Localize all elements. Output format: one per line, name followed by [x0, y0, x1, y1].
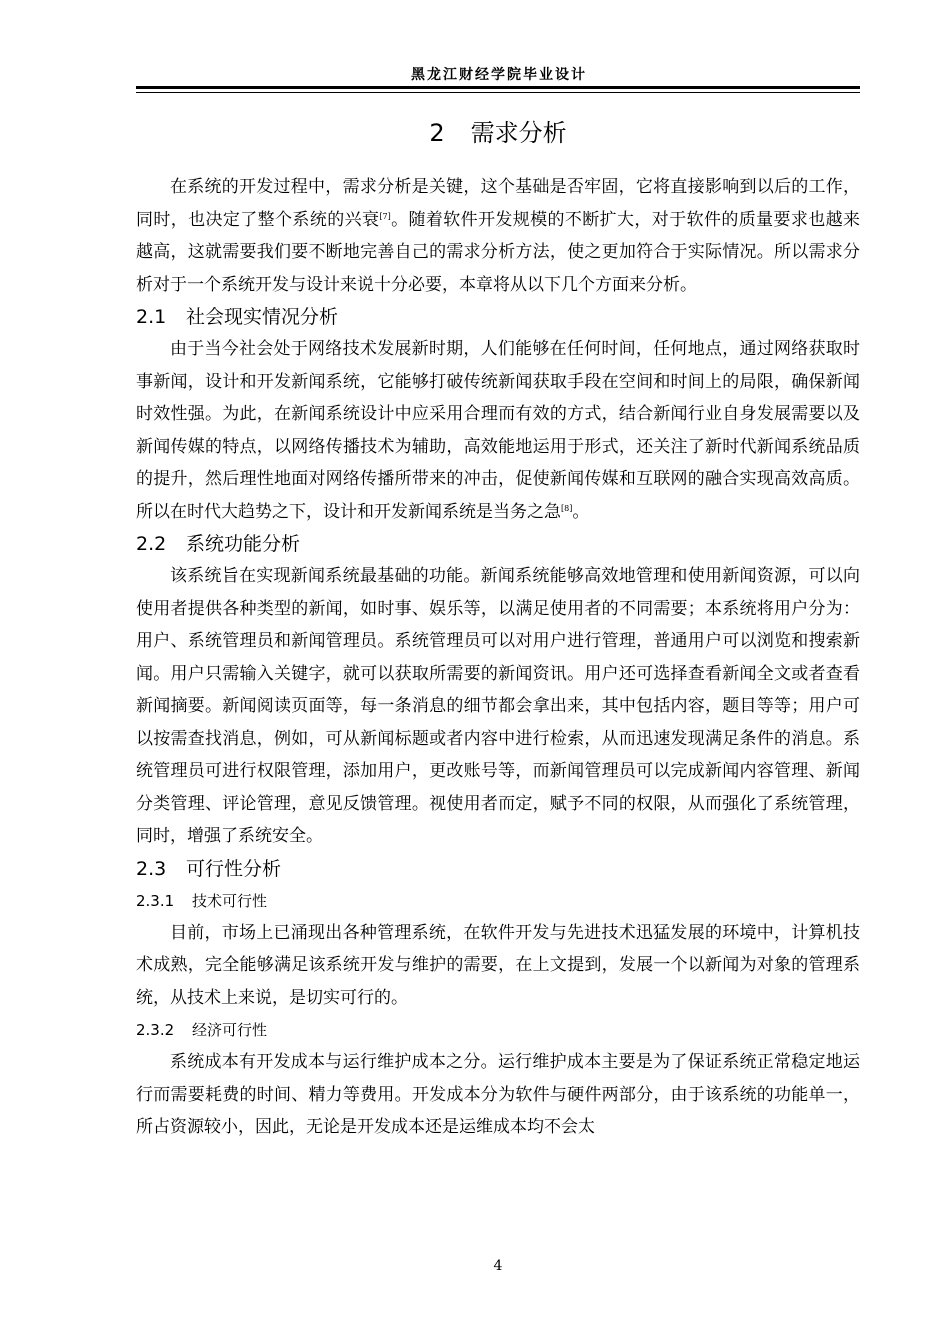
header-rule-thin [136, 92, 860, 93]
section-2-3-2-paragraph: 系统成本有开发成本与运行维护成本之分。运行维护成本主要是为了保证系统正常稳定地运行而需要耗费的时间、精力等费用。开发成本分为软件与硬件两部分，由于该系统的功能单一，所占资源较小，因此，无论是开发成本还是运维成本均不会太 [136, 1052, 860, 1137]
section-2-2-paragraph: 该系统旨在实现新闻系统最基础的功能。新闻系统能够高效地管理和使用新闻资源，可以向使用者提供各种类型的新闻，如时事、娱乐等，以满足使用者的不同需要；本系统将用户分为：用户、系统管理员和新闻管理员。系统管理员可以对用户进行管理，普通用户可以浏览和搜索新闻。用户只需输入关键字，就可以获取所需要的新闻资讯。用户还可选择查看新闻全文或者查看新闻摘要。新闻阅读页面等，每一条消息的细节都会拿出来，其中包括内容，题目等等；用户可以按需查找消息，例如，可从新闻标题或者内容中进行检索，从而迅速发现满足条件的消息。系统管理员可进行权限管理，添加用户，更改账号等，而新闻管理员可以完成新闻内容管理、新闻分类管理、评论管理，意见反馈管理。视使用者而定，赋予不同的权限，从而强化了系统管理，同时，增强了系统安全。 [136, 566, 860, 846]
subsection-number: 2.3.1 [136, 891, 175, 910]
section-number: 2.3 [136, 857, 167, 880]
page-content [136, 171, 860, 1144]
section-2-1-paragraph [136, 333, 860, 528]
section-number: 2.2 [136, 533, 167, 555]
subsection-heading-2-3-1 [136, 885, 860, 917]
page-number: 4 [493, 1258, 503, 1274]
subsection-number: 2.3.2 [136, 1021, 175, 1039]
intro-paragraph [136, 171, 860, 301]
section-heading-2-3 [136, 853, 860, 885]
subsection-title: 技术可行性 [192, 891, 268, 910]
section-2-1-text-1: 由于当今社会处于网络技术发展新时期，人们能够在任何时间，任何地点，通过网络获取时事新闻，设计和开发新闻系统，它能够打破传统新闻获取手段在空间和时间上的局限，确保新闻时效性强。为此，在新闻系统设计中应采用合理而有效的方式，结合新闻行业自身发展需要以及新闻传媒的特点，以网络传播技术为辅助，高效能地运用于形式，还关注了新时代新闻系统品质的提升，然后理性地面对网络传播所带来的冲击，促使新闻传媒和互联网的融合实现高效高质。所以在时代大趋势之下，设计和开发新闻系统是当务之急 [136, 339, 860, 522]
section-heading-2-2 [136, 528, 860, 560]
section-title: 系统功能分析 [186, 533, 301, 555]
chapter-title [136, 113, 860, 148]
chapter-title-text: 需求分析 [470, 119, 567, 147]
subsection-title: 经济可行性 [192, 1021, 268, 1039]
citation-8: [8] [561, 503, 573, 513]
citation-7: [7] [379, 211, 391, 221]
running-header: 黑龙江财经学院毕业设计 [411, 67, 587, 83]
section-2-3-1-paragraph: 目前，市场上已涌现出各种管理系统，在软件开发与先进技术迅猛发展的环境中，计算机技术成熟，完全能够满足该系统开发与维护的需要，在上文提到，发展一个以新闻为对象的管理系统，从技术上来说，是切实可行的。 [136, 922, 860, 1008]
intro-text-2: 。随着软件开发规模的不断扩大，对于软件的质量要求也越来越高，这就需要我们要不断地完善自己的需求分析方法，使之更加符合于实际情况。所以需求分析对于一个系统开发与设计来说十分必要，本章将从以下几个方面来分析。 [136, 209, 861, 295]
section-number: 2.1 [136, 306, 167, 328]
header-rule-thick [136, 86, 860, 89]
section-title: 社会现实情况分析 [186, 306, 339, 328]
subsection-heading-2-3-2 [136, 1014, 860, 1046]
section-2-1-text-2: 。 [572, 501, 590, 522]
chapter-number: 2 [429, 119, 445, 147]
section-heading-2-1 [136, 301, 860, 333]
section-title: 可行性分析 [186, 857, 282, 880]
intro-text-1: 在系统的开发过程中，需求分析是关键，这个基础是否牢固，它将直接影响到以后的工作，同时，也决定了整个系统的兴衰 [136, 177, 860, 230]
